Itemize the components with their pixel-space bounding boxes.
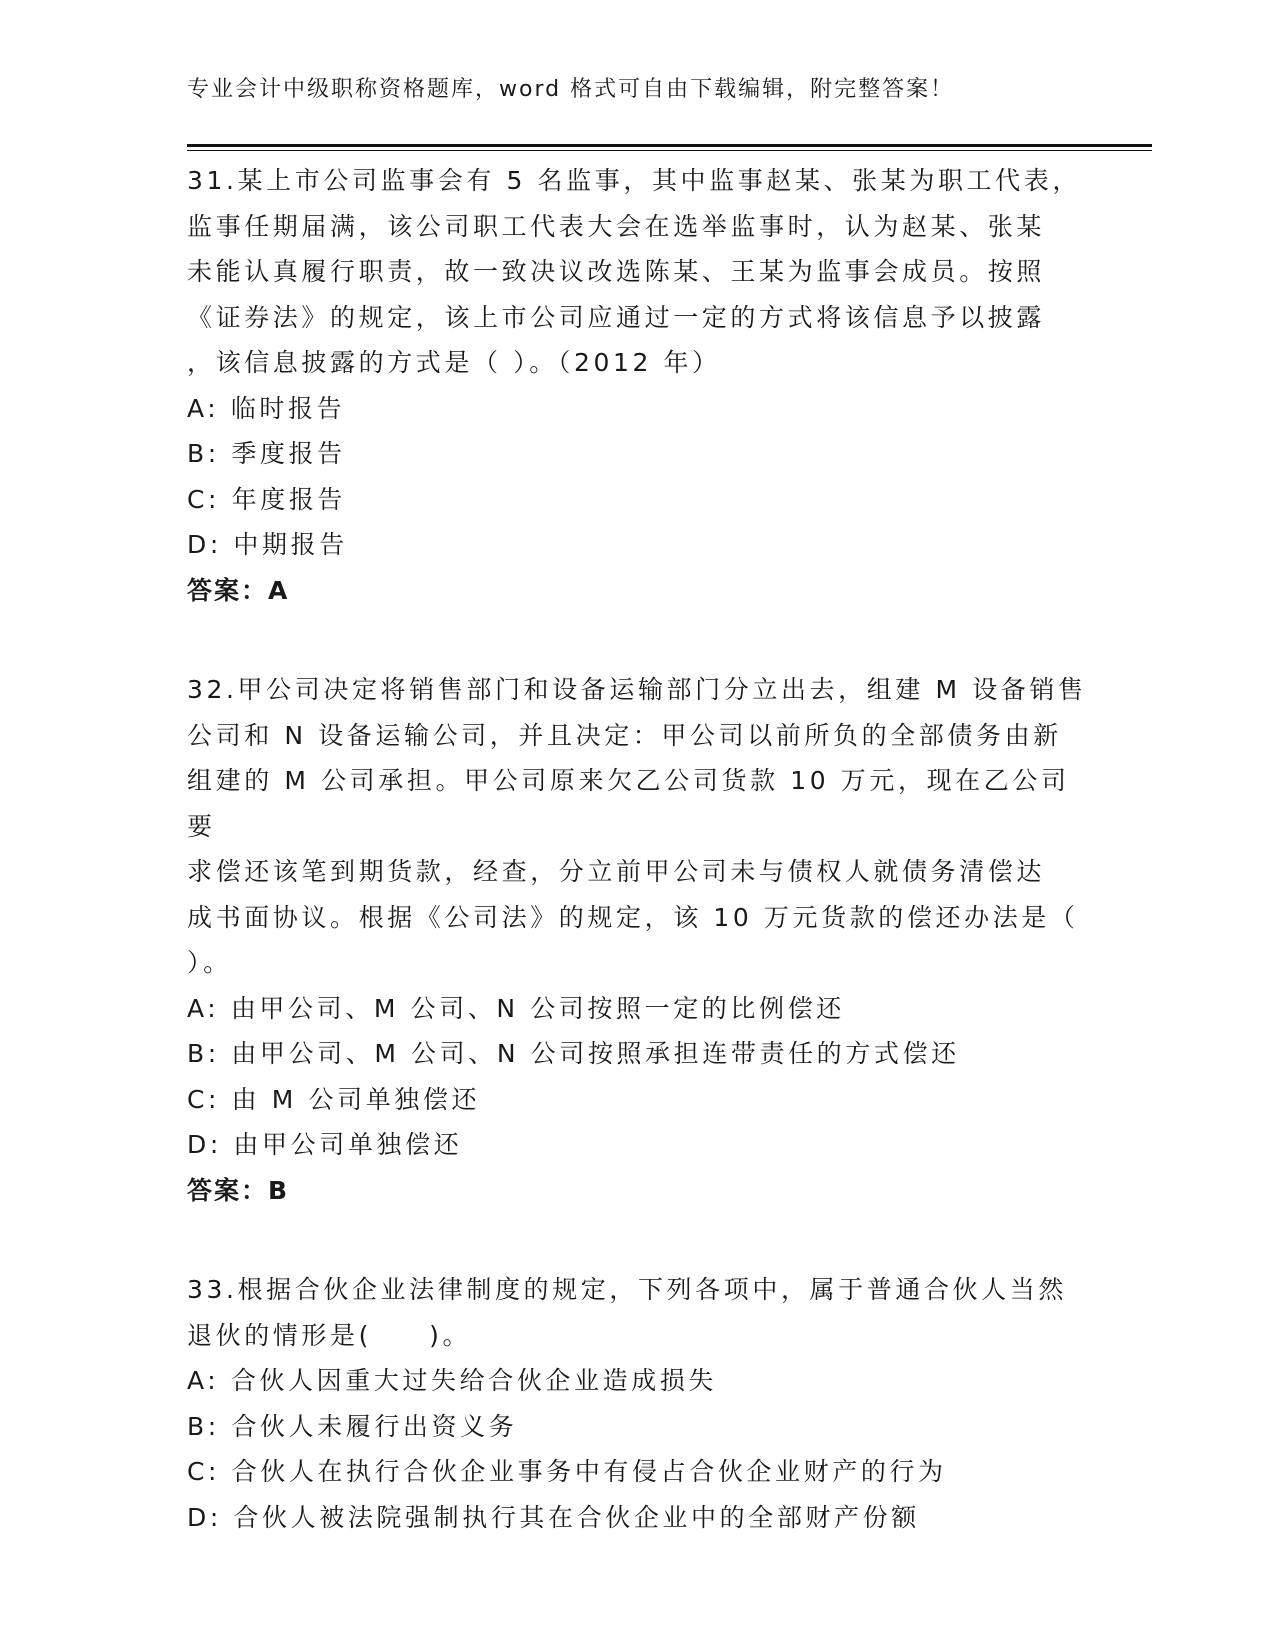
question-text: 32.甲公司决定将销售部门和设备运输部门分立出去，组建 M 设备销售 公司和 N 设备运输公司，并且决定：甲公司以前所负的全部债务由新 组建的 M 公司承担。甲公司原来欠乙公司货款 10 万元，现在乙公司要 求偿还该笔到期货款，经查，分立前甲公司未与债权人就债务清偿达 成书面协议。根据《公司法》的规定，该 10 万元货款的偿还办法是（ ）。 [187,675,1087,977]
option-b: B: 季度报告 [187,439,346,468]
answer: 答案：A [187,575,290,605]
option-a: A: 合伙人因重大过失给合伙企业造成损失 [187,1366,718,1395]
option-c: C: 由 M 公司单独偿还 [187,1084,481,1114]
option-b: B: 合伙人未履行出资义务 [187,1411,518,1441]
option-a: A: 临时报告 [187,393,346,423]
question-text: 33.根据合伙企业法律制度的规定，下列各项中，属于普通合伙人当然 退伙的情形是( )。 [187,1275,1067,1350]
question-31 [187,158,1097,613]
answer: 答案：B [187,1175,290,1205]
option-a: A: 由甲公司、M 公司、N 公司按照一定的比例偿还 [187,993,845,1023]
option-d: D: 中期报告 [187,530,348,559]
option-d: D: 由甲公司单独偿还 [187,1130,463,1159]
option-c: C: 年度报告 [187,484,347,514]
question-33 [187,1267,1097,1540]
header-divider-thick [187,144,1152,147]
header-divider-thin [187,150,1152,151]
option-d: D: 合伙人被法院强制执行其在合伙企业中的全部财产份额 [187,1502,920,1532]
option-c: C: 合伙人在执行合伙企业事务中有侵占合伙企业财产的行为 [187,1457,947,1486]
page-header: 专业会计中级职称资格题库，word 格式可自由下载编辑，附完整答案！ [187,77,955,102]
question-text: 31.某上市公司监事会有 5 名监事，其中监事赵某、张某为职工代表， 监事任期届满，该公司职工代表大会在选举监事时，认为赵某、张某 未能认真履行职责，故一致决议改选陈某、王某为监事会成员。按照 《证券法》的规定，该上市公司应通过一定的方式将该信息予以披露 ，该信息披露的方式是（ ）。（2012 年） [187,166,1081,377]
option-b: B: 由甲公司、M 公司、N 公司按照承担连带责任的方式偿还 [187,1039,960,1068]
question-32 [187,667,1097,1213]
question-list [187,158,1097,1594]
